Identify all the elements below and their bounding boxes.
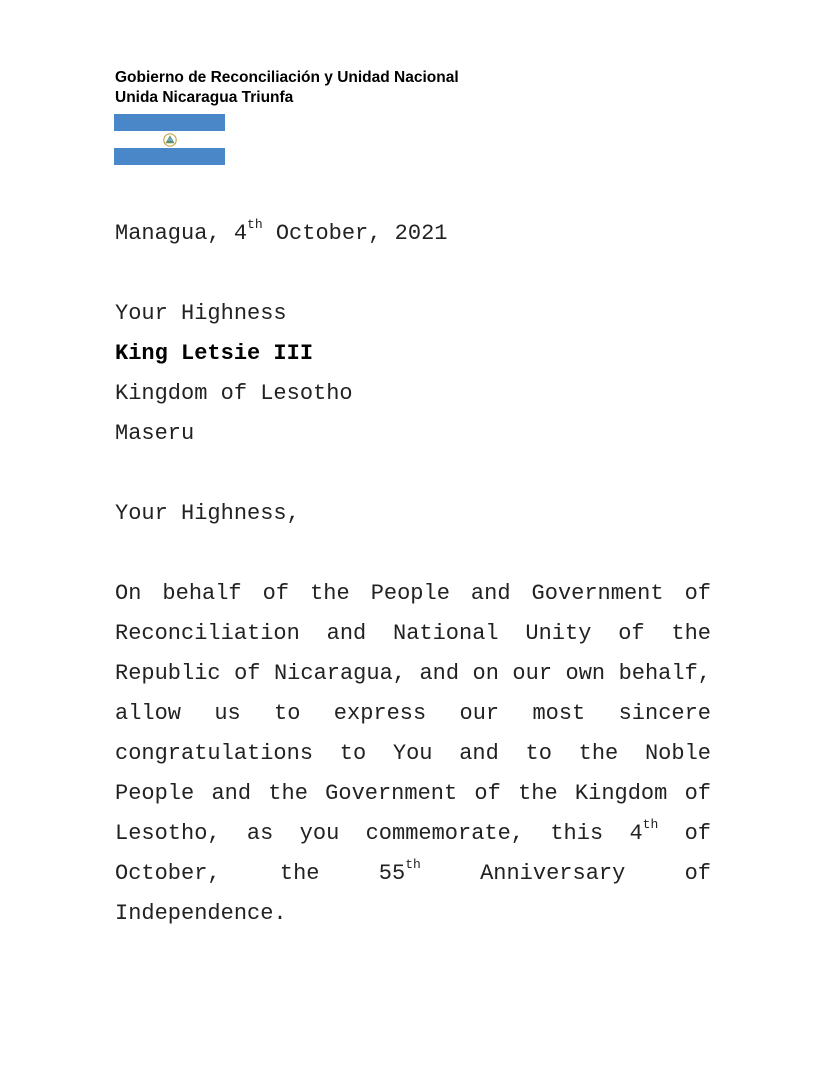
nicaragua-flag-icon bbox=[114, 114, 225, 165]
coat-of-arms-icon bbox=[163, 133, 177, 147]
letterhead-line-2: Unida Nicaragua Triunfa bbox=[115, 89, 294, 106]
addressee-title: Your Highness bbox=[115, 301, 287, 326]
addressee-name: King Letsie III bbox=[115, 341, 314, 366]
addressee-country: Kingdom of Lesotho bbox=[115, 381, 353, 406]
letterhead-line-1: Gobierno de Reconciliación y Unidad Nacional bbox=[115, 69, 459, 86]
flag-bottom-band bbox=[114, 148, 225, 165]
flag-middle-band bbox=[114, 131, 225, 148]
addressee-city: Maseru bbox=[115, 421, 195, 446]
flag-top-band bbox=[114, 114, 225, 131]
letter-body bbox=[115, 214, 711, 934]
greeting: Your Highness, bbox=[115, 501, 300, 526]
body-paragraph: On behalf of the People and Government of Reconciliation and National Unity of the Republic of Nicaragua, and on our own behalf, allow us to express our most sincere congratulations to You and to the Noble People and the Government of the Kingdom of Lesotho, as you commemorate, this 4th of October, the 55th Anniversary of Independence. bbox=[115, 581, 712, 926]
letterhead bbox=[115, 68, 459, 108]
date-line: Managua, 4th October, 2021 bbox=[115, 217, 448, 246]
